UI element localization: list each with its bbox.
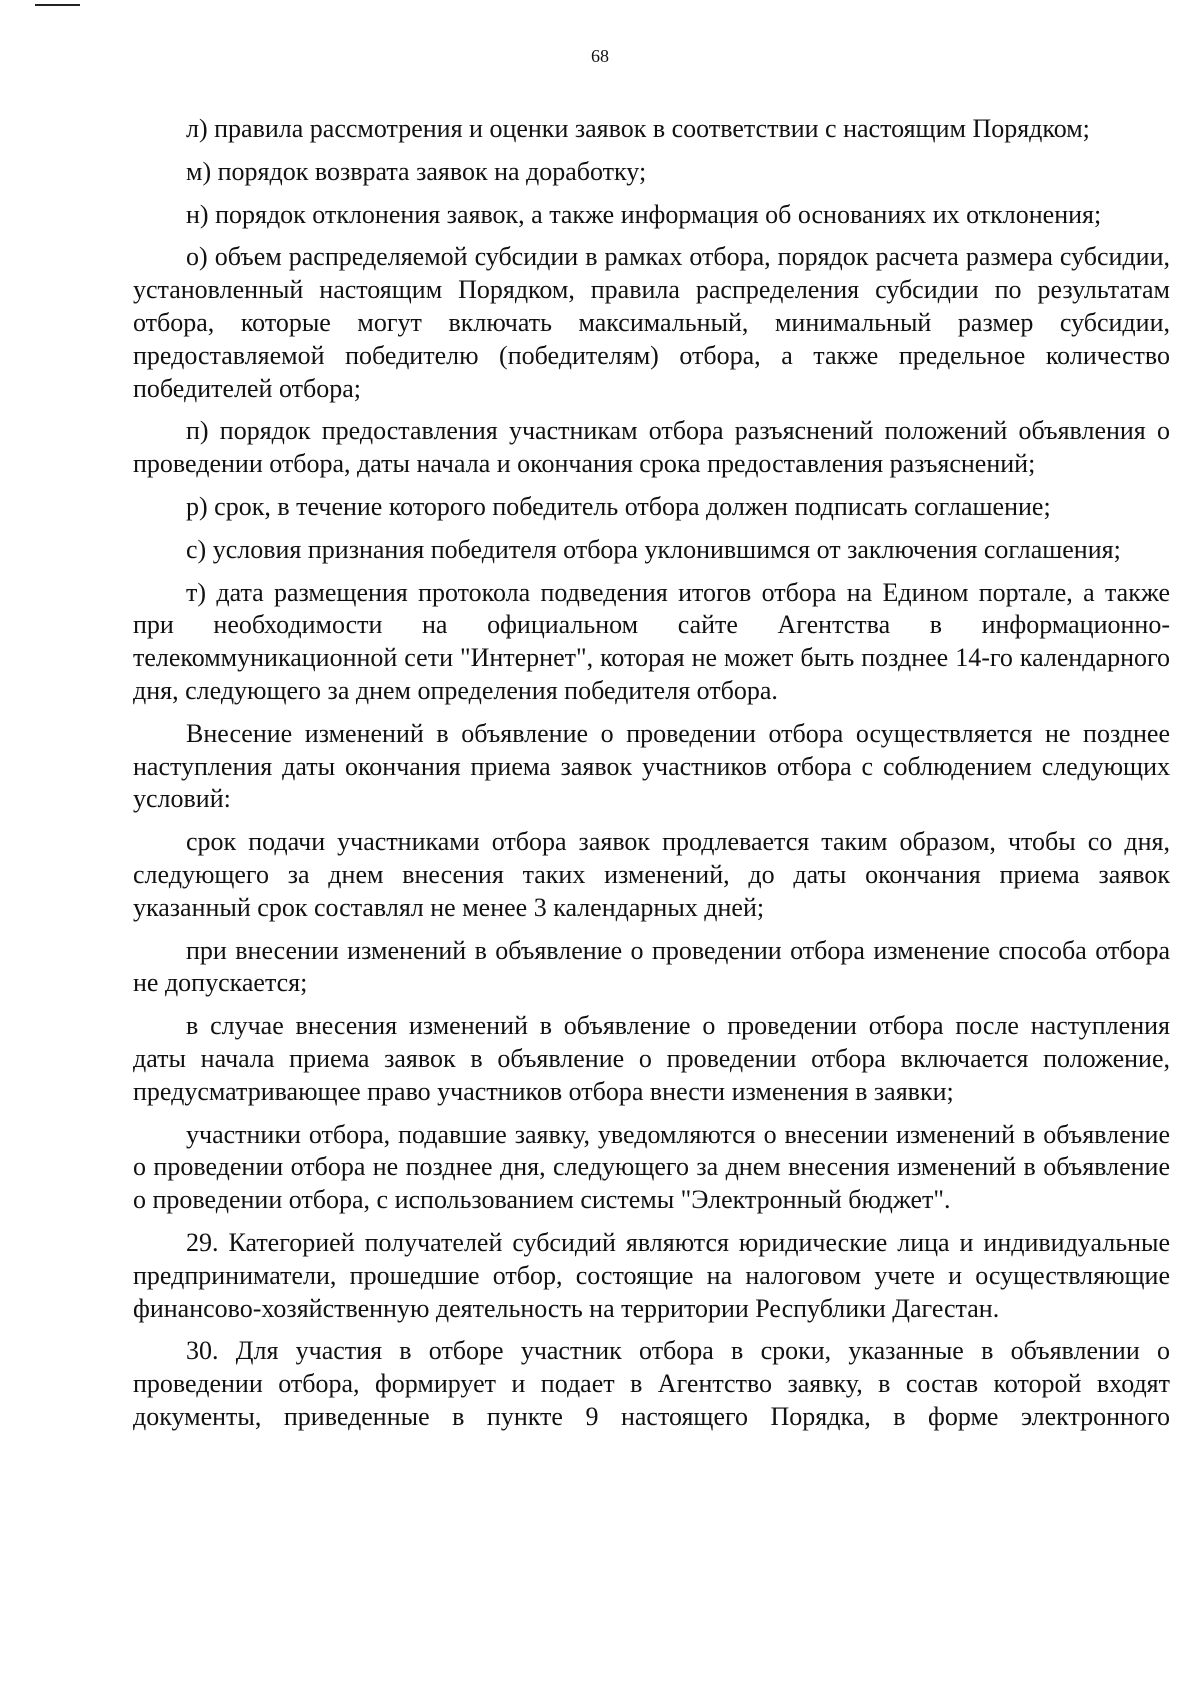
- paragraph-item-s: с) условия признания победителя отбора уклонившимся от заключения соглашения;: [186, 534, 1121, 564]
- paragraph-item-p: п) порядок предоставления участникам отбора разъяснений положений объявления о проведении отбора, даты начала и окончания срока предоставления разъяснений;: [133, 416, 1170, 479]
- paragraph-amendments-intro: Внесение изменений в объявление о проведении отбора осуществляется не позднее наступления даты окончания приема заявок участников отбора с соблюдением следующих условий:: [133, 718, 1170, 814]
- scan-corner-mark: [35, 4, 80, 6]
- paragraph-amendment-after-start: в случае внесения изменений в объявление о проведении отбора после наступления даты начала приема заявок в объявление о проведении отбора включается положение, предусматривающее право участников отбора внести изменения в заявки;: [133, 1011, 1170, 1106]
- paragraph-item-n: н) порядок отклонения заявок, а также информация об основаниях их отклонения;: [186, 199, 1102, 229]
- paragraph-amendment-notification: участники отбора, подавшие заявку, уведомляются о внесении изменений в объявление о проведении отбора не позднее дня, следующего за днем внесения изменений в объявление о проведении отбора, с использованием системы "Электронный бюджет".: [133, 1119, 1170, 1215]
- paragraph-amendment-deadline: срок подачи участниками отбора заявок продлевается таким образом, чтобы со дня, следующего за днем внесения таких изменений, до даты окончания приема заявок указанный срок составлял не менее 3 календарных дней;: [133, 827, 1170, 922]
- page-number: 68: [591, 46, 609, 66]
- paragraph-amendment-method: при внесении изменений в объявление о проведении отбора изменение способа отбора не допускается;: [133, 935, 1170, 998]
- paragraph-clause-29: 29. Категорией получателей субсидий являются юридические лица и индивидуальные предприниматели, прошедшие отбор, состоящие на налоговом учете и осуществляющие финансово-хозяйственную деятельность на территории Республики Дагестан.: [133, 1227, 1170, 1323]
- document-body: [133, 113, 1170, 1434]
- paragraph-item-r: р) срок, в течение которого победитель отбора должен подписать соглашение;: [186, 491, 1051, 521]
- paragraph-item-t: т) дата размещения протокола подведения итогов отбора на Едином портале, а также при необходимости на официальном сайте Агентства в информационно-телекоммуникационной сети "Интернет", которая не может быть позднее 14-го календарного дня, следующего за днем определения победителя отбора.: [133, 577, 1170, 705]
- paragraph-item-m: м) порядок возврата заявок на доработку;: [186, 156, 647, 186]
- paragraph-clause-30: 30. Для участия в отборе участник отбора в сроки, указанные в объявлении о проведении отбора, формирует и подает в Агентство заявку, в состав которой входят документы, приведенные в пункте 9 настоящего Порядка, в форме электронного: [133, 1336, 1170, 1431]
- paragraph-item-o: о) объем распределяемой субсидии в рамках отбора, порядок расчета размера субсидии, установленный настоящим Порядком, правила распределения субсидии по результатам отбора, которые могут включать максимальный, минимальный размер субсидии, предоставляемой победителю (победителям) отбора, а также предельное количество победителей отбора;: [133, 242, 1170, 403]
- paragraph-item-l: л) правила рассмотрения и оценки заявок в соответствии с настоящим Порядком;: [186, 114, 1090, 143]
